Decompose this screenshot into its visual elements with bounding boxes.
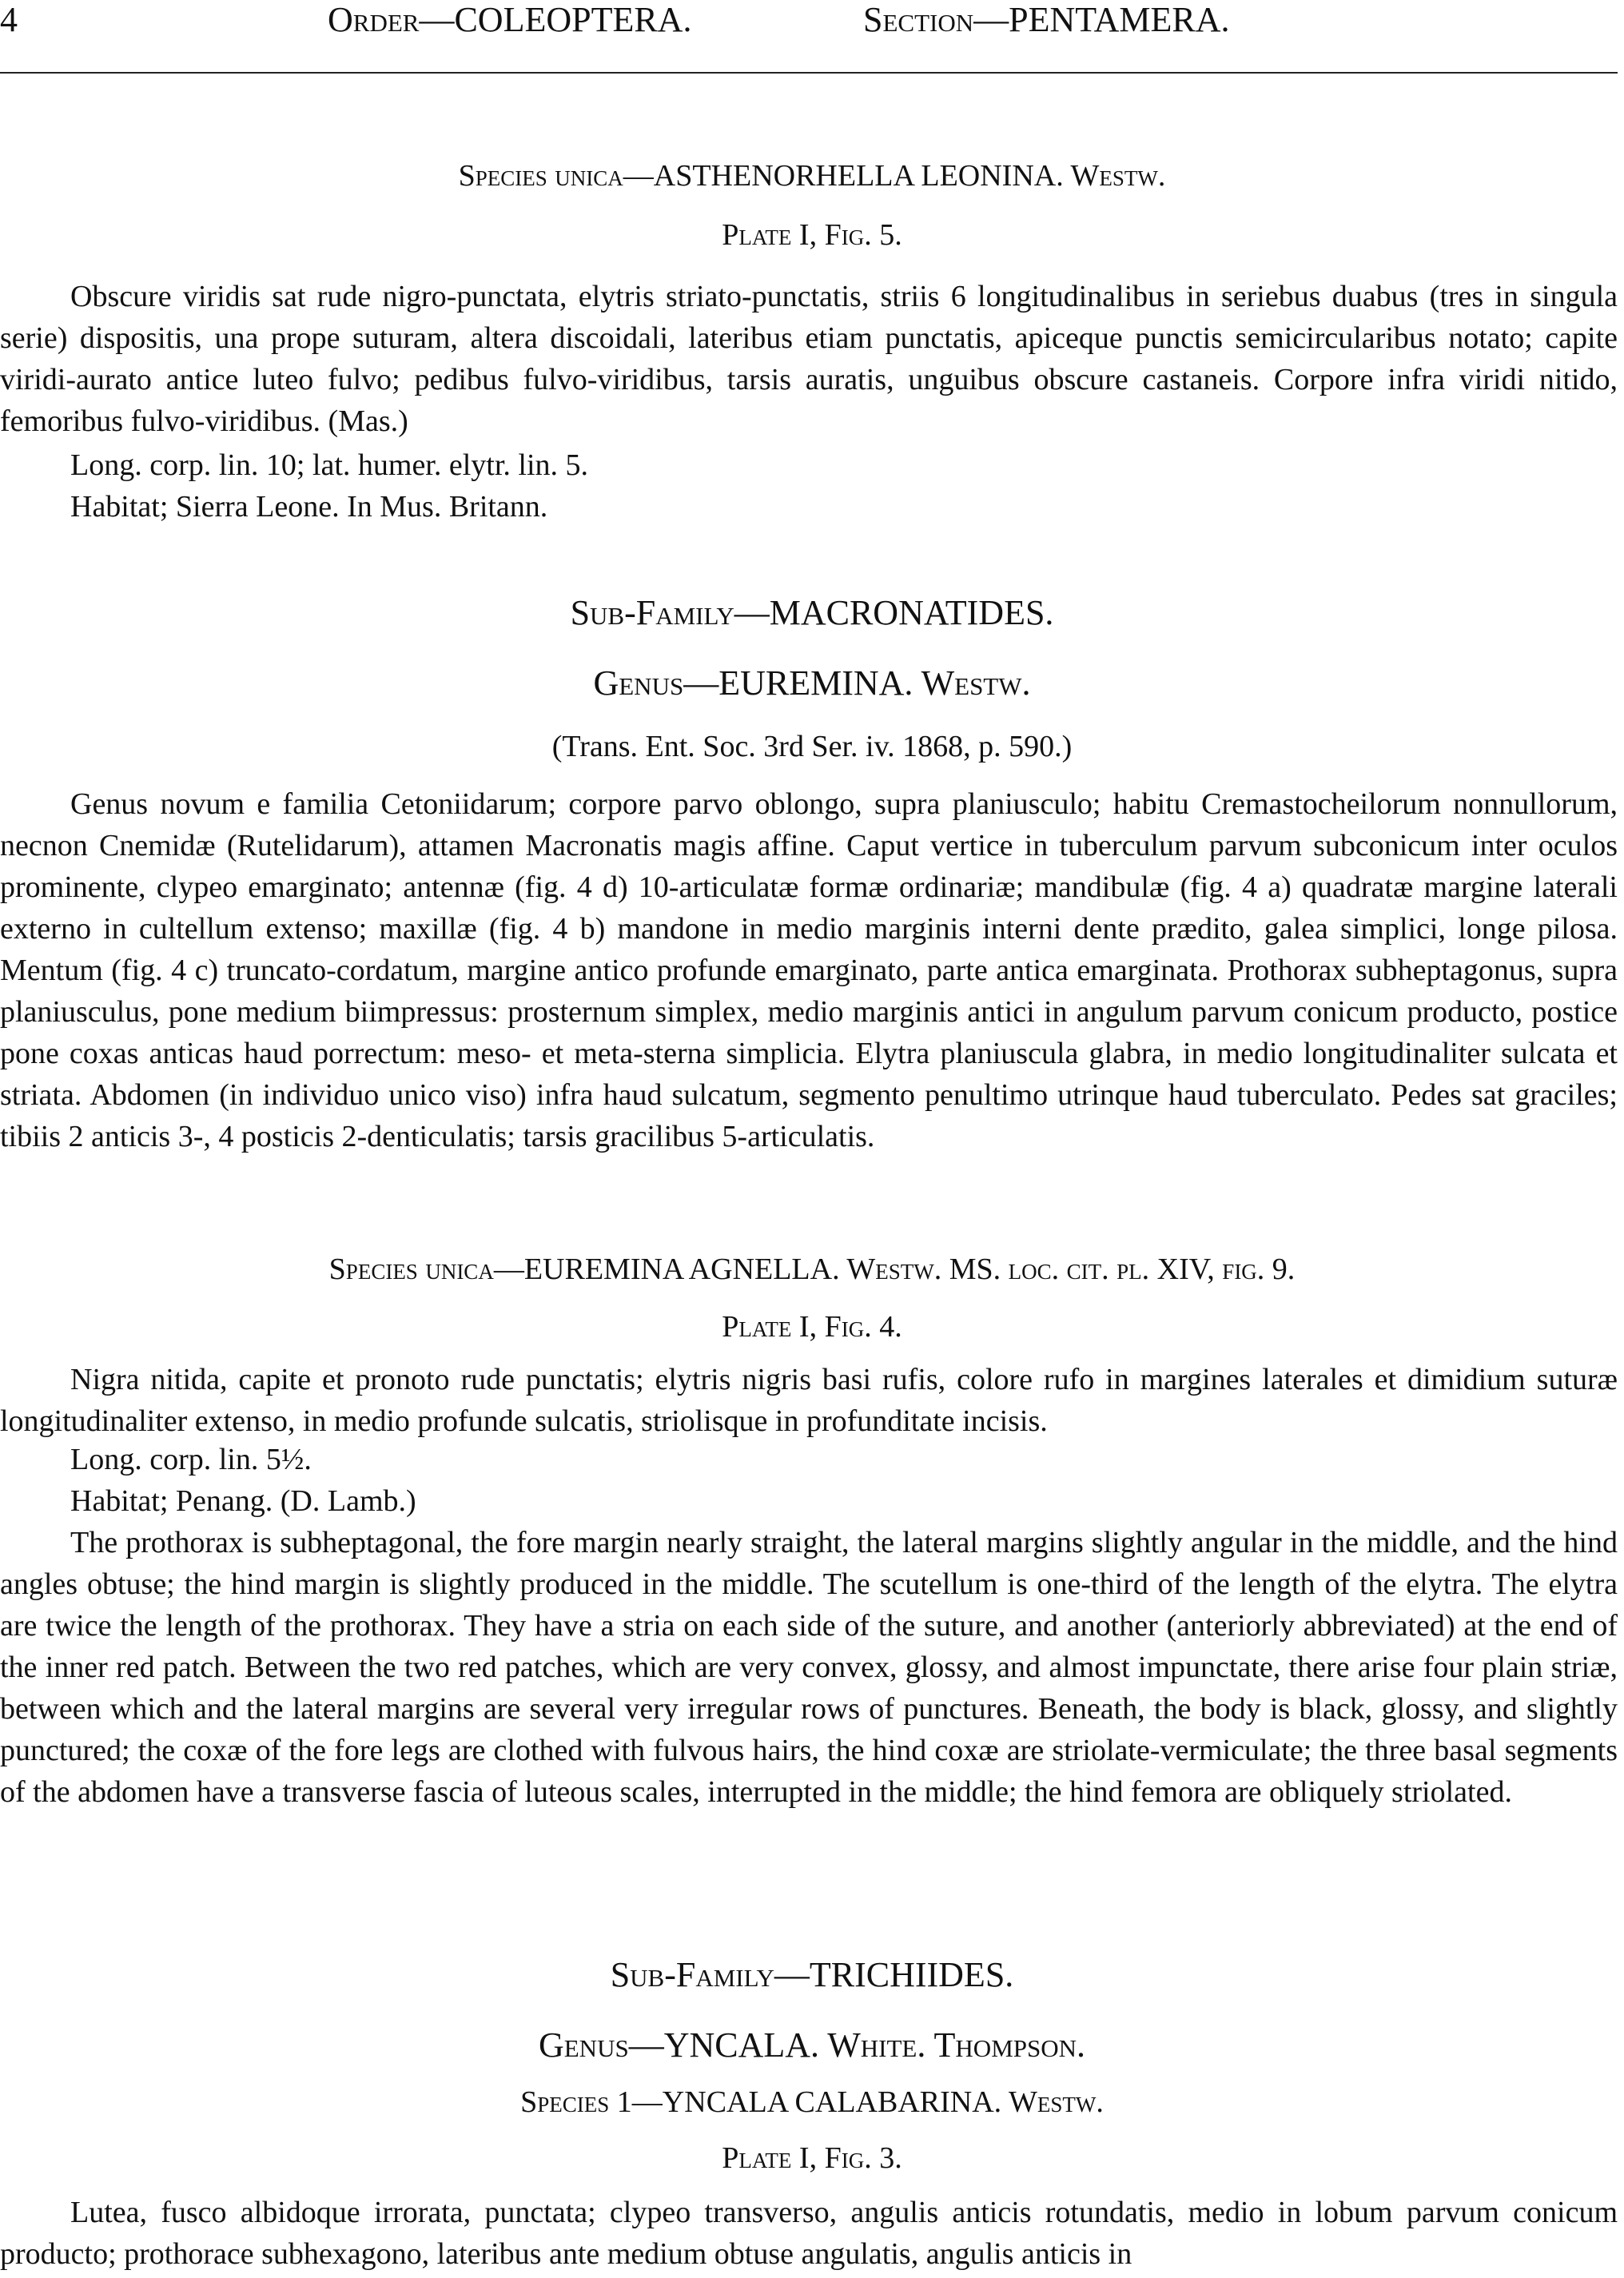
- species-description-euremina-agnella: Nigra nitida, capite et pronoto rude punctatis; elytris nigris basi rufis, colore rufo in margines laterales et dimidium suturæ longitudinaliter extenso, in medio profunde sulcatis, striolisque in profunditate incisis.: [0, 1363, 1618, 1438]
- habitat-asthenorhella: Habitat; Sierra Leone. In Mus. Britann.: [70, 490, 548, 524]
- header-rule: [0, 72, 1618, 74]
- running-head: [0, 0, 1624, 56]
- subfamily-heading-macronatides: Sub-Family—MACRONATIDES.: [570, 593, 1054, 632]
- genus-reference-euremina: (Trans. Ent. Soc. 3rd Ser. iv. 1868, p. 590.): [551, 730, 1073, 763]
- genus-heading-euremina: Genus—EUREMINA. Westw.: [593, 663, 1031, 703]
- running-head-section: Section—PENTAMERA.: [863, 0, 1230, 39]
- english-description-euremina-agnella: The prothorax is subheptagonal, the fore margin nearly straight, the lateral margins slightly angular in the middle, and the hind angles obtuse; the hind margin is slightly produced in the middle. The scutellum is one-third of the length of the elytra. The elytra are twice the length of the prothorax. They have a stria on each side of the suture, and another (anteriorly abbreviated) at the end of the inner red patch. Between the two red patches, which are very convex, glossy, and almost impunctate, there arise four plain striæ, between which and the lateral margins are several very irregular rows of punctures. Beneath, the body is black, glossy, and slightly punctured; the coxæ of the fore legs are clothed with fulvous hairs, the hind coxæ are striolate-vermiculate; the three basal segments of the abdomen have a transverse fascia of luteous scales, interrupted in the middle; the hind femora are obliquely striolated.: [0, 1526, 1618, 1809]
- species-heading-yncala-calabarina: Species 1—YNCALA CALABARINA. Westw.: [520, 2085, 1104, 2119]
- plate-reference-yncala-calabarina: Plate I, Fig. 3.: [722, 2141, 902, 2175]
- species-heading-asthenorhella: Species unica—ASTHENORHELLA LEONINA. Westw.: [458, 159, 1166, 193]
- plate-reference-euremina-agnella: Plate I, Fig. 4.: [722, 1310, 902, 1344]
- species-heading-euremina-agnella: Species unica—EUREMINA AGNELLA. Westw. MS. loc. cit. pl. XIV, fig. 9.: [328, 1253, 1296, 1286]
- genus-heading-yncala: Genus—YNCALA. White. Thompson.: [538, 2025, 1086, 2065]
- genus-description-euremina: Genus novum e familia Cetoniidarum; corpore parvo oblongo, supra planiusculo; habitu Cremastocheilorum nonnullorum, necnon Cnemidæ (Rutelidarum), attamen Macronatis magis affine. Caput vertice in tuberculum parvum subconicum inter oculos prominente, clypeo emarginato; antennæ (fig. 4 d) 10-articulatæ formæ ordinariæ; mandibulæ (fig. 4 a) quadratæ margine laterali externo in cultellum extenso; maxillæ (fig. 4 b) mandone in medio marginis interni dente prædito, galea simplici, longe pilosa. Mentum (fig. 4 c) truncato-cordatum, margine antico profunde emarginato, parte antica emarginata. Prothorax subheptagonus, supra planiusculus, pone medium biimpressus: prosternum simplex, medio marginis antici in angulum parvum conicum producto, postice pone coxas anticas haud porrectum: meso- et meta-sterna simplicia. Elytra planiuscula glabra, in medio longitudinaliter sulcata et striata. Abdomen (in individuo unico viso) infra haud sulcatum, segmento penultimo utrinque haud tuberculato. Pedes sat graciles; tibiis 2 anticis 3-, 4 posticis 2-denticulatis; tarsis gracilibus 5-articulatis.: [0, 787, 1618, 1153]
- species-description-yncala-calabarina: Lutea, fusco albidoque irrorata, punctata; clypeo transverso, angulis anticis rotundatis, medio in lobum parvum conicum producto; prothorace subhexagono, lateribus ante medium obtuse angulatis, angulis anticis in: [0, 2196, 1618, 2271]
- page-number: 4: [0, 0, 18, 39]
- habitat-euremina-agnella: Habitat; Penang. (D. Lamb.): [70, 1484, 416, 1518]
- running-head-order: Order—COLEOPTERA.: [328, 0, 692, 39]
- subfamily-heading-trichiides: Sub-Family—TRICHIIDES.: [610, 1955, 1014, 1994]
- measurements-asthenorhella: Long. corp. lin. 10; lat. humer. elytr. lin. 5.: [70, 448, 589, 482]
- plate-reference-asthenorhella: Plate I, Fig. 5.: [722, 218, 902, 252]
- measurements-euremina-agnella: Long. corp. lin. 5½.: [70, 1443, 312, 1476]
- species-description-asthenorhella: Obscure viridis sat rude nigro-punctata, elytris striato-punctatis, striis 6 longitudinalibus in seriebus duabus (tres in singula serie) dispositis, una prope suturam, altera discoidali, lateribus etiam punctatis, apiceque punctis semicircularibus notato; capite viridi-aurato antice luteo fulvo; pedibus fulvo-viridibus, tarsis auratis, unguibus obscure castaneis. Corpore infra viridi nitido, femoribus fulvo-viridibus. (Mas.): [0, 280, 1618, 438]
